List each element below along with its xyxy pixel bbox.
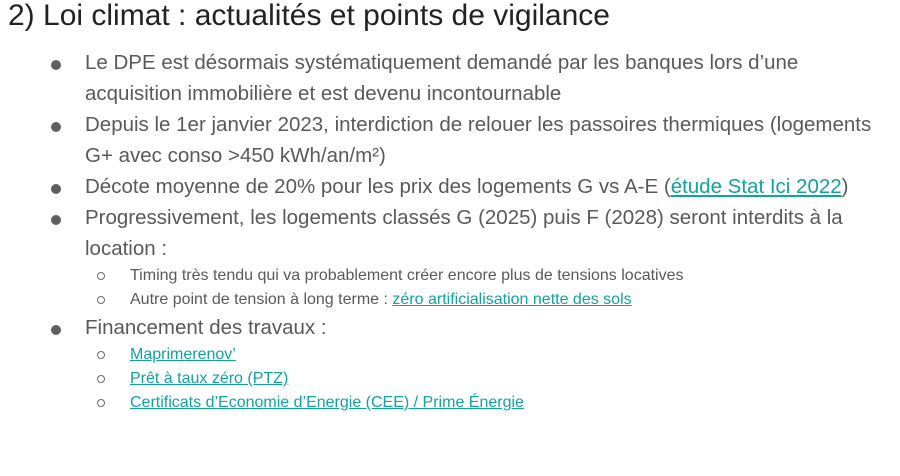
bullet-item-dpe <box>0 47 875 109</box>
sub-bullet-circle-icon <box>97 375 105 383</box>
bullet-item-progressivement <box>0 202 875 264</box>
sub-bullet-circle-icon <box>97 399 105 407</box>
sub-bullet-item-cee <box>0 391 900 415</box>
bullet-dot-icon <box>51 184 61 194</box>
sub-bullet-item-maprimerenov <box>0 343 900 367</box>
link-cee-prime-energie[interactable]: Certificats d’Economie d’Energie (CEE) / Prime Énergie <box>130 394 524 411</box>
bullet-dot-icon <box>51 122 61 132</box>
bullet-text: Financement des travaux : <box>85 316 327 339</box>
bullet-text: Depuis le 1er janvier 2023, interdiction de relouer les passoires thermiques (logements G+ avec conso >450 kWh/an/m²) <box>85 113 872 167</box>
bullet-text-after: ) <box>841 175 849 198</box>
sub-bullet-circle-icon <box>97 272 105 280</box>
link-ptz[interactable]: Prêt à taux zéro (PTZ) <box>130 370 289 387</box>
link-zero-artificialisation[interactable]: zéro artificialisation nette des sols <box>392 291 632 308</box>
sub-bullet-item-ptz <box>0 367 900 391</box>
sub-bullet-item-tension <box>0 288 900 312</box>
sub-bullet-circle-icon <box>97 351 105 359</box>
bullet-list <box>0 47 900 415</box>
sub-bullet-text-before: Autre point de tension à long terme : <box>130 291 393 308</box>
bullet-dot-icon <box>51 215 61 225</box>
link-maprimerenov[interactable]: Maprimerenov’ <box>130 346 236 363</box>
bullet-text: Le DPE est désormais systématiquement demandé par les banques lors d’une acquisition immobilière et est devenu incontournable <box>85 51 799 105</box>
bullet-item-financement <box>0 312 875 343</box>
bullet-item-passoires <box>0 109 875 171</box>
bullet-item-decote <box>0 171 875 202</box>
bullet-text: Progressivement, les logements classés G (2025) puis F (2028) seront interdits à la location : <box>85 206 843 260</box>
sub-bullet-circle-icon <box>97 296 105 304</box>
link-etude-stat-ici[interactable]: étude Stat Ici 2022 <box>670 175 842 198</box>
sub-bullet-item-timing <box>0 264 900 288</box>
bullet-dot-icon <box>51 325 61 335</box>
bullet-text-before: Décote moyenne de 20% pour les prix des logements G vs A-E ( <box>85 175 671 198</box>
bullet-dot-icon <box>51 60 61 70</box>
sub-bullet-text: Timing très tendu qui va probablement créer encore plus de tensions locatives <box>130 267 684 284</box>
slide-title: 2) Loi climat : actualités et points de vigilance <box>8 0 610 32</box>
